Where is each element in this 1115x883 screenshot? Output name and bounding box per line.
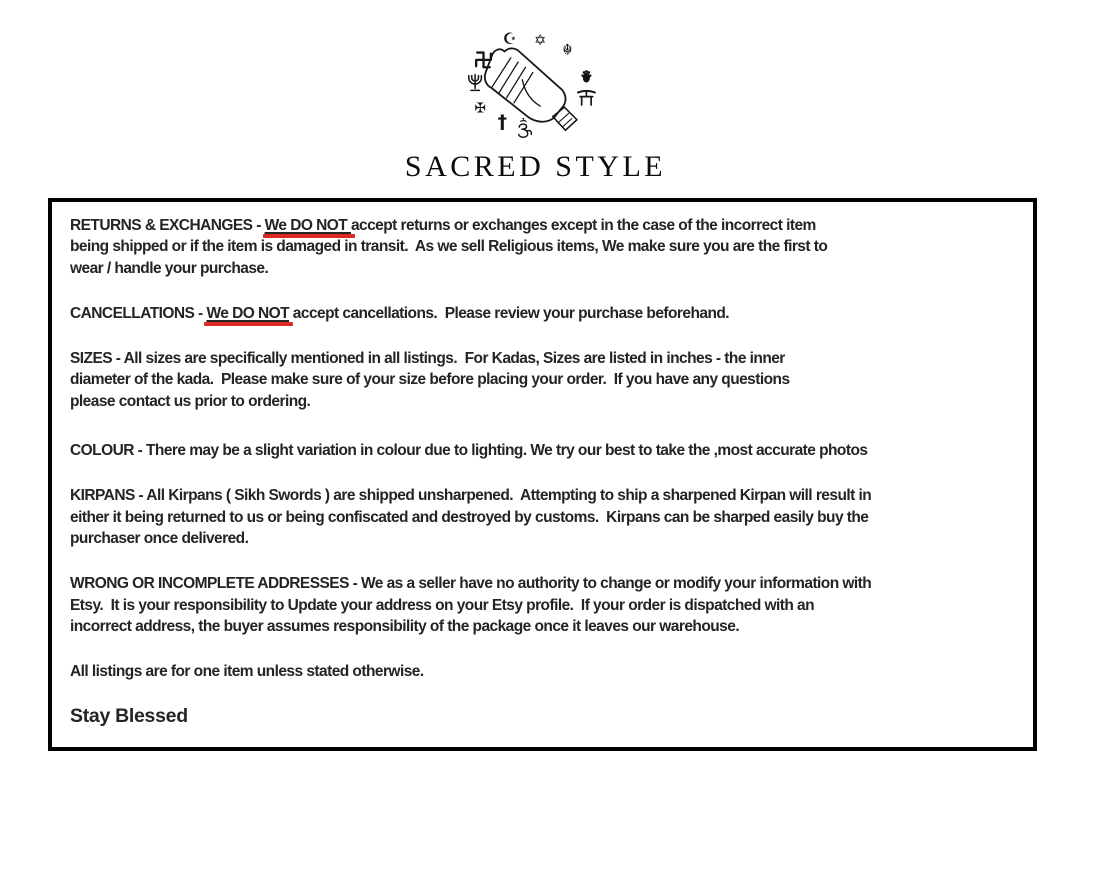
policy-text-segment: RETURNS & EXCHANGES - [70, 217, 265, 234]
policy-paragraph-single-item-note [70, 661, 1013, 682]
policy-paragraph-sign-off [70, 706, 1013, 727]
policy-text-segment: accept returns or exchanges except in the case of the incorrect item [350, 217, 816, 234]
praying-hands-logo [452, 20, 620, 146]
star-of-david-icon: ✡ [533, 32, 546, 50]
emphasis-red-underline: We DO NOT [206, 304, 290, 322]
policy-text-segment: COLOUR - There may be a slight variation in colour due to lighting. We try our best to take the ,most accurate photos [70, 442, 868, 460]
policy-box [48, 198, 1037, 751]
crescent-and-star-icon: ☪ [502, 29, 517, 49]
latin-cross-icon: † [497, 111, 507, 134]
policy-text [70, 215, 1013, 728]
khanda-icon: ☬ [561, 41, 573, 59]
policy-text-segment: All listings are for one item unless stated otherwise. [70, 663, 424, 681]
maltese-cross-icon: ✠ [474, 100, 486, 117]
hamsa-icon [581, 70, 591, 82]
policy-text-segment: KIRPANS - All Kirpans ( Sikh Swords ) are shipped unsharpened. Attempting to ship a sharpened Kirpan will result in [70, 487, 872, 505]
policy-text-segment: either it being returned to us or being confiscated and destroyed by customs. Kirpans can be sharped easily buy the [70, 508, 869, 526]
policy-text-segment: Stay Blessed [70, 705, 188, 728]
policy-paragraph-cancellations [70, 303, 1013, 324]
policy-text-segment: SIZES - All sizes are specifically mentioned in all listings. For Kadas, Sizes are listed in inches - the inner [70, 350, 785, 368]
brand-title: SACRED STYLE [404, 150, 667, 183]
policy-text-segment: purchaser once delivered. [70, 529, 249, 547]
policy-text-segment: CANCELLATIONS - [70, 304, 207, 322]
menorah-icon [468, 75, 481, 91]
policy-text-segment: Etsy. It is your responsibility to Update your address on your Etsy profile. If your order is dispatched with an [70, 596, 815, 614]
policy-text-segment: please contact us prior to ordering. [70, 392, 311, 410]
om-icon [518, 118, 531, 137]
policy-text-segment: being shipped or if the item is damaged in transit. As we sell Religious items, We make sure you are the first to [70, 238, 828, 256]
policy-paragraph-colour [70, 440, 1013, 461]
policy-paragraph-sizes [70, 348, 1013, 412]
torii-gate-icon [578, 91, 595, 105]
policy-text-segment: diameter of the kada. Please make sure of your size before placing your order. If you have any questions [70, 371, 790, 389]
policy-paragraph-kirpans [70, 485, 1013, 549]
policy-text-segment: WRONG OR INCOMPLETE ADDRESSES - We as a seller have no authority to change or modify your information with [70, 575, 872, 593]
policy-text-segment: accept cancellations. Please review your purchase beforehand. [289, 304, 730, 322]
policy-text-segment: incorrect address, the buyer assumes responsibility of the package once it leaves our warehouse. [70, 617, 740, 635]
policy-paragraph-wrong-addresses [70, 573, 1013, 637]
emphasis-red-underline: We DO NOT [264, 217, 351, 234]
policy-text-segment: wear / handle your purchase. [70, 259, 269, 277]
policy-paragraph-returns-exchanges [70, 215, 1013, 279]
logo [0, 0, 1093, 184]
